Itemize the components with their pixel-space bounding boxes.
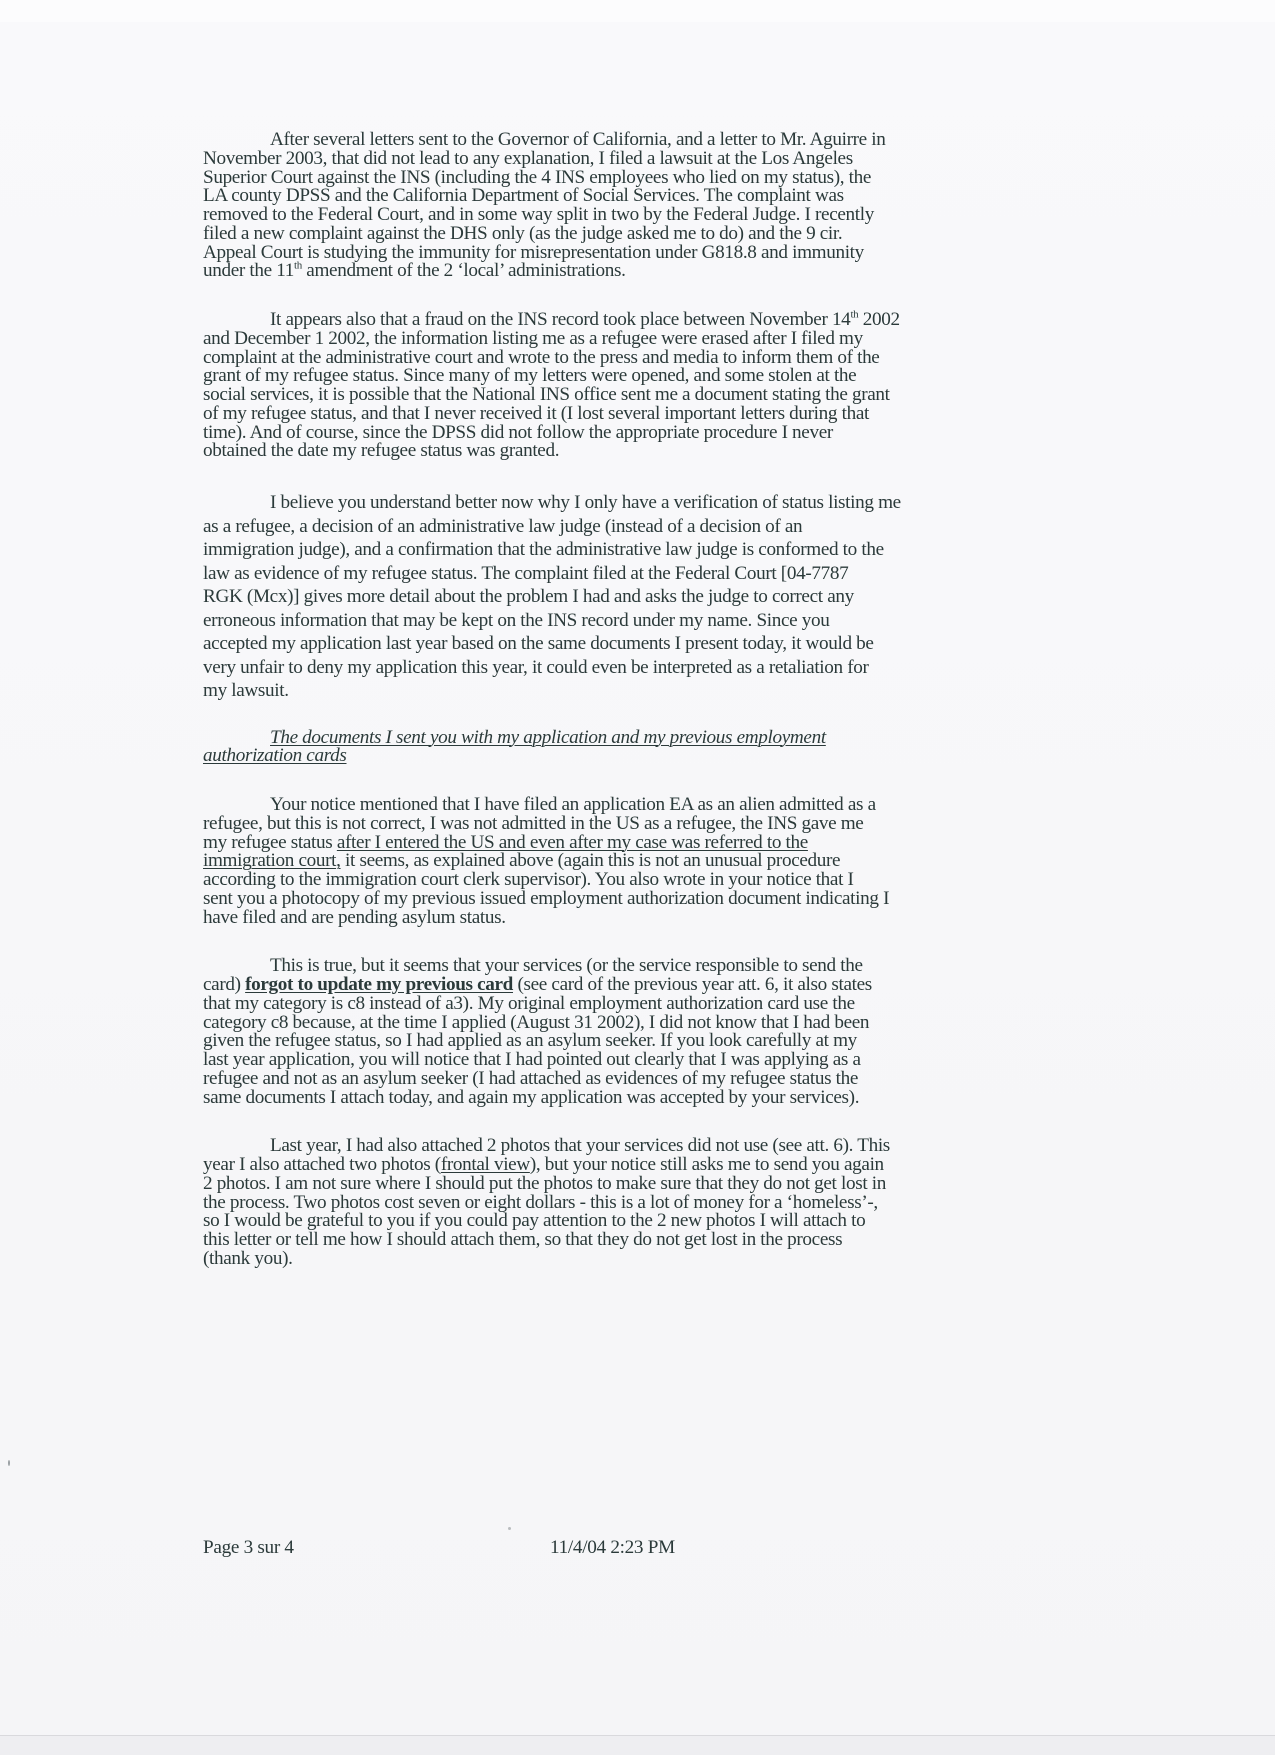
text-line: as a refugee, a decision of an administrative law judge (instead of a decision of an bbox=[203, 515, 803, 537]
underlined-text: frontal view bbox=[440, 1154, 530, 1175]
scan-bottom-edge bbox=[0, 1735, 1275, 1755]
text-line: After several letters sent to the Governor of California, and a letter to Mr. Aguirre in bbox=[270, 129, 886, 150]
paragraph-notice bbox=[203, 796, 1098, 927]
text-line bbox=[203, 1156, 1098, 1175]
text-line: given the refugee status, so I had applied as an asylum seeker. If you look carefully at my bbox=[203, 1030, 857, 1052]
text-fragment: year I also attached two photos ( bbox=[203, 1154, 441, 1175]
letter-body bbox=[203, 131, 1098, 1299]
text-line: Appeal Court is studying the immunity for misrepresentation under G818.8 and immunity bbox=[203, 241, 864, 263]
text-line: sent you a photocopy of my previous issued employment authorization document indicating I bbox=[203, 887, 890, 909]
text-line: and December 1 2002, the information listing me as a refugee were erased after I filed my bbox=[203, 327, 863, 349]
text-line: accepted my application last year based on the same documents I present today, it would be bbox=[203, 633, 874, 654]
text-line: of my refugee status, and that I never received it (I lost several important letters during that bbox=[203, 402, 869, 424]
text-line: I believe you understand better now why I only have a verification of status listing me bbox=[270, 492, 901, 513]
text-line: LA county DPSS and the California Department of Social Services. The complaint was bbox=[203, 185, 844, 207]
text-line: the process. Two photos cost seven or eight dollars - this is a lot of money for a ‘homeless’-, bbox=[203, 1191, 878, 1213]
text-line: my lawsuit. bbox=[203, 680, 289, 701]
paragraph-verification bbox=[203, 491, 1098, 703]
text-line: category c8 because, at the time I applied (August 31 2002), I did not know that I had been bbox=[203, 1011, 870, 1033]
bold-underlined-text: forgot to update my previous card bbox=[245, 974, 514, 995]
text-line: so I would be grateful to you if you could pay attention to the 2 new photos I will attach to bbox=[203, 1210, 866, 1232]
text-line: removed to the Federal Court, and in some way split in two by the Federal Judge. I recently bbox=[203, 204, 874, 225]
page-number: Page 3 sur 4 bbox=[203, 1537, 294, 1558]
text-fragment: 2002 bbox=[858, 309, 900, 330]
text-line: this letter or tell me how I should attach them, so that they do not get lost in the process bbox=[203, 1229, 843, 1250]
text-fragment: it seems, as explained above (again this is not an unusual procedure bbox=[340, 850, 841, 872]
text-line: (thank you). bbox=[203, 1247, 293, 1269]
text-line: have filed and are pending asylum status. bbox=[203, 906, 506, 928]
ordinal-suffix: th bbox=[850, 308, 859, 321]
text-line: law as evidence of my refugee status. The complaint filed at the Federal Court [04-7787 bbox=[203, 562, 849, 584]
text-line: RGK (Mcx)] gives more detail about the problem I had and asks the judge to correct any bbox=[203, 586, 854, 607]
text-line: refugee, but this is not correct, I was not admitted in the US as a refugee, the INS gave me bbox=[203, 812, 864, 834]
text-line: grant of my refugee status. Since many of my letters were opened, and some stolen at the bbox=[203, 365, 857, 387]
text-line: This is true, but it seems that your services (or the service responsible to send the bbox=[270, 955, 863, 977]
text-line: erroneous information that may be kept on the INS record under my name. Since you bbox=[203, 609, 830, 631]
text-fragment: my refugee status bbox=[203, 831, 337, 853]
section-heading bbox=[203, 726, 1098, 767]
paragraph-lawsuit bbox=[203, 131, 1098, 281]
text-fragment: under the 11 bbox=[203, 260, 294, 282]
heading-text: The documents I sent you with my application and my previous employment bbox=[270, 726, 826, 748]
text-line: time). And of course, since the DPSS did not follow the appropriate procedure I never bbox=[203, 421, 833, 443]
text-line: that my category is c8 instead of a3). My original employment authorization card use the bbox=[203, 992, 855, 1014]
paragraph-photos bbox=[203, 1137, 1098, 1268]
text-fragment: amendment of the 2 ‘local’ administrations. bbox=[301, 260, 626, 282]
heading-text: authorization cards bbox=[203, 745, 347, 767]
scan-speck bbox=[508, 1527, 511, 1530]
paragraph-fraud bbox=[203, 308, 1098, 462]
ordinal-suffix: th bbox=[294, 259, 302, 272]
scan-top-edge bbox=[0, 0, 1275, 22]
underlined-text: after I entered the US and even after my case was referred to the bbox=[336, 831, 808, 853]
text-line: Last year, I had also attached 2 photos that your services did not use (see att. 6). This bbox=[270, 1135, 890, 1157]
text-fragment: It appears also that a fraud on the INS record took place between November 14 bbox=[270, 309, 851, 330]
text-line: complaint at the administrative court and wrote to the press and media to inform them of the bbox=[203, 346, 880, 368]
text-line bbox=[203, 976, 1098, 995]
heading-line bbox=[203, 747, 1098, 766]
text-line bbox=[203, 259, 1098, 282]
text-line: November 2003, that did not lead to any explanation, I filed a lawsuit at the Los Angeles bbox=[203, 147, 853, 169]
text-line: Superior Court against the INS (including the 4 INS employees who lied on my status), the bbox=[203, 166, 872, 188]
text-line: Your notice mentioned that I have filed an application EA as an alien admitted as a bbox=[270, 794, 876, 815]
text-fragment: (see card of the previous year att. 6, it also states bbox=[513, 974, 872, 995]
text-line: same documents I attach today, and again my application was accepted by your services). bbox=[203, 1086, 860, 1108]
text-fragment: ), but your notice still asks me to send you again bbox=[529, 1154, 884, 1175]
scan-speck bbox=[8, 1460, 10, 1466]
text-line: last year application, you will notice that I had pointed out clearly that I was applying as a bbox=[203, 1049, 861, 1070]
print-timestamp: 11/4/04 2:23 PM bbox=[550, 1537, 675, 1558]
text-line: according to the immigration court clerk supervisor). You also wrote in your notice that I bbox=[203, 869, 854, 890]
paragraph-card bbox=[203, 957, 1098, 1107]
text-line: 2 photos. I am not sure where I should put the photos to make sure that they do not get lost in bbox=[203, 1172, 886, 1194]
text-line: social services, it is possible that the National INS office sent me a document stating the grant bbox=[203, 384, 890, 405]
text-fragment: card) bbox=[203, 974, 246, 995]
underlined-text: immigration court, bbox=[203, 850, 341, 872]
text-line: immigration judge), and a confirmation that the administrative law judge is conformed to the bbox=[203, 539, 884, 560]
text-line bbox=[203, 308, 1098, 330]
text-line: very unfair to deny my application this year, it could even be interpreted as a retaliation for bbox=[203, 656, 869, 678]
text-line: obtained the date my refugee status was granted. bbox=[203, 440, 560, 462]
text-line: filed a new complaint against the DHS only (as the judge asked me to do) and the 9 cir. bbox=[203, 222, 843, 244]
text-line: refugee and not as an asylum seeker (I had attached as evidences of my refugee status the bbox=[203, 1067, 859, 1089]
